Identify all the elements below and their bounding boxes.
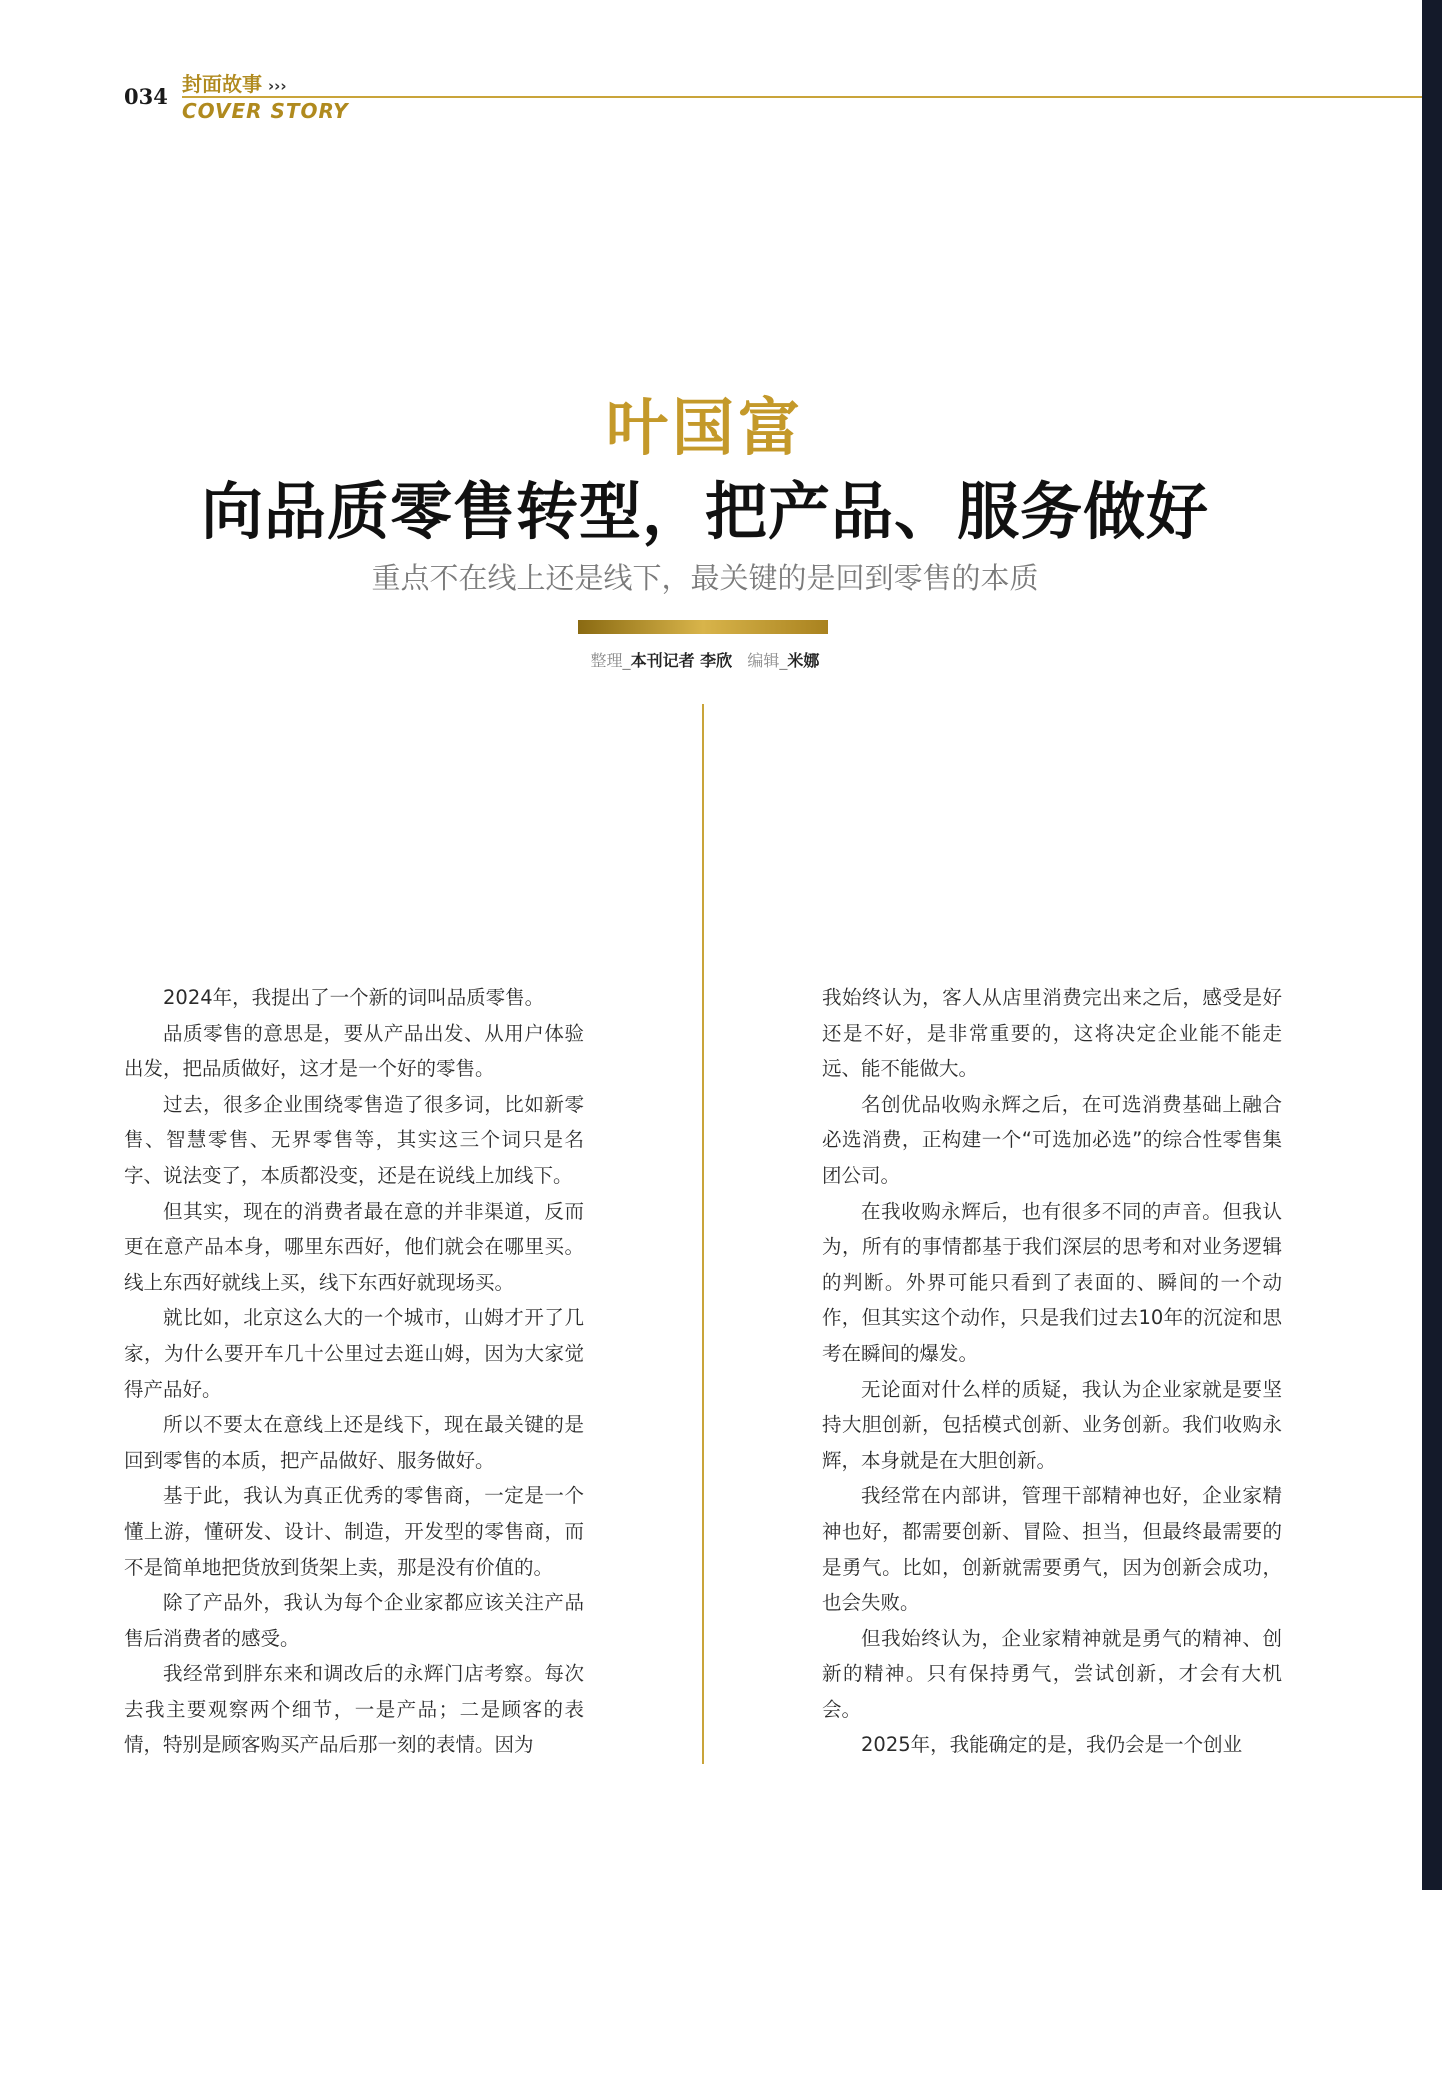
paragraph: 但其实，现在的消费者最在意的并非渠道，反而更在意产品本身，哪里东西好，他们就会在哪里买。线上东西好就线上买，线下东西好就现场买。 bbox=[124, 1199, 584, 1294]
editor-name: 米娜 bbox=[787, 651, 820, 670]
page-number: 034 bbox=[124, 84, 168, 109]
paragraph: 我经常到胖东来和调改后的永辉门店考察。每次去我主要观察两个细节，一是产品；二是顾客的表情，特别是顾客购买产品后那一刻的表情。因为 bbox=[124, 1662, 584, 1757]
paragraph: 无论面对什么样的质疑，我认为企业家就是要坚持大胆创新，包括模式创新、业务创新。我们收购永辉，本身就是在大胆创新。 bbox=[822, 1377, 1282, 1472]
paragraph: 就比如，北京这么大的一个城市，山姆才开了几家，为什么要开车几十公里过去逛山姆，因为大家觉得产品好。 bbox=[124, 1306, 584, 1401]
paragraph: 除了产品外，我认为每个企业家都应该关注产品售后消费者的感受。 bbox=[124, 1591, 584, 1650]
editor-label: 编辑_ bbox=[747, 651, 788, 670]
page-edge-bar bbox=[1422, 0, 1442, 1890]
header-rule bbox=[182, 96, 1422, 98]
column-divider bbox=[702, 704, 704, 1764]
paragraph: 基于此，我认为真正优秀的零售商，一定是一个懂上游，懂研发、设计、制造，开发型的零售商，而不是简单地把货放到货架上卖，那是没有价值的。 bbox=[124, 1484, 584, 1579]
paragraph: 过去，很多企业围绕零售造了很多词，比如新零售、智慧零售、无界零售等，其实这三个词只是名字、说法变了，本质都没变，还是在说线上加线下。 bbox=[124, 1092, 584, 1187]
person-name: 叶国富 bbox=[605, 391, 804, 464]
paragraph: 但我始终认为，企业家精神就是勇气的精神、创新的精神。只有保持勇气，尝试创新，才会有大机会。 bbox=[822, 1626, 1282, 1721]
paragraph: 我始终认为，客人从店里消费完出来之后，感受是好还是不好，是非常重要的，这将决定企业能不能走远、能不能做大。 bbox=[822, 986, 1282, 1081]
paragraph: 所以不要太在意线上还是线下，现在最关键的是回到零售的本质，把产品做好、服务做好。 bbox=[124, 1413, 584, 1472]
title-accent-bar bbox=[578, 620, 828, 634]
article-subtitle: 重点不在线上还是线下，最关键的是回到零售的本质 bbox=[371, 561, 1039, 595]
section-title-en: COVER STORY bbox=[182, 99, 349, 123]
paragraph: 2025年，我能确定的是，我仍会是一个创业 bbox=[861, 1733, 1243, 1757]
paragraph: 名创优品收购永辉之后，在可选消费基础上融合必选消费，正构建一个“可选加必选”的综合性零售集团公司。 bbox=[822, 1092, 1282, 1187]
section-title-cn: 封面故事 bbox=[182, 72, 262, 96]
reporter-name: 本刊记者 李欣 bbox=[630, 651, 733, 670]
organize-label: 整理_ bbox=[590, 651, 631, 670]
chevron-right-icon: ››› bbox=[268, 77, 287, 95]
paragraph: 我经常在内部讲，管理干部精神也好，企业家精神也好，都需要创新、冒险、担当，但最终最需要的是勇气。比如，创新就需要勇气，因为创新会成功，也会失败。 bbox=[822, 1484, 1282, 1615]
article-credits bbox=[0, 648, 1410, 671]
article-title: 向品质零售转型，把产品、服务做好 bbox=[200, 475, 1209, 548]
body-column-right bbox=[822, 980, 1282, 1763]
paragraph: 在我收购永辉后，也有很多不同的声音。但我认为，所有的事情都基于我们深层的思考和对业务逻辑的判断。外界可能只看到了表面的、瞬间的一个动作，但其实这个动作，只是我们过去10年的沉淀和思考在瞬间的爆发。 bbox=[822, 1199, 1282, 1365]
paragraph: 2024年，我提出了一个新的词叫品质零售。 bbox=[163, 986, 545, 1009]
body-column-left bbox=[124, 980, 584, 1763]
paragraph: 品质零售的意思是，要从产品出发、从用户体验出发，把品质做好，这才是一个好的零售。 bbox=[124, 1021, 584, 1081]
